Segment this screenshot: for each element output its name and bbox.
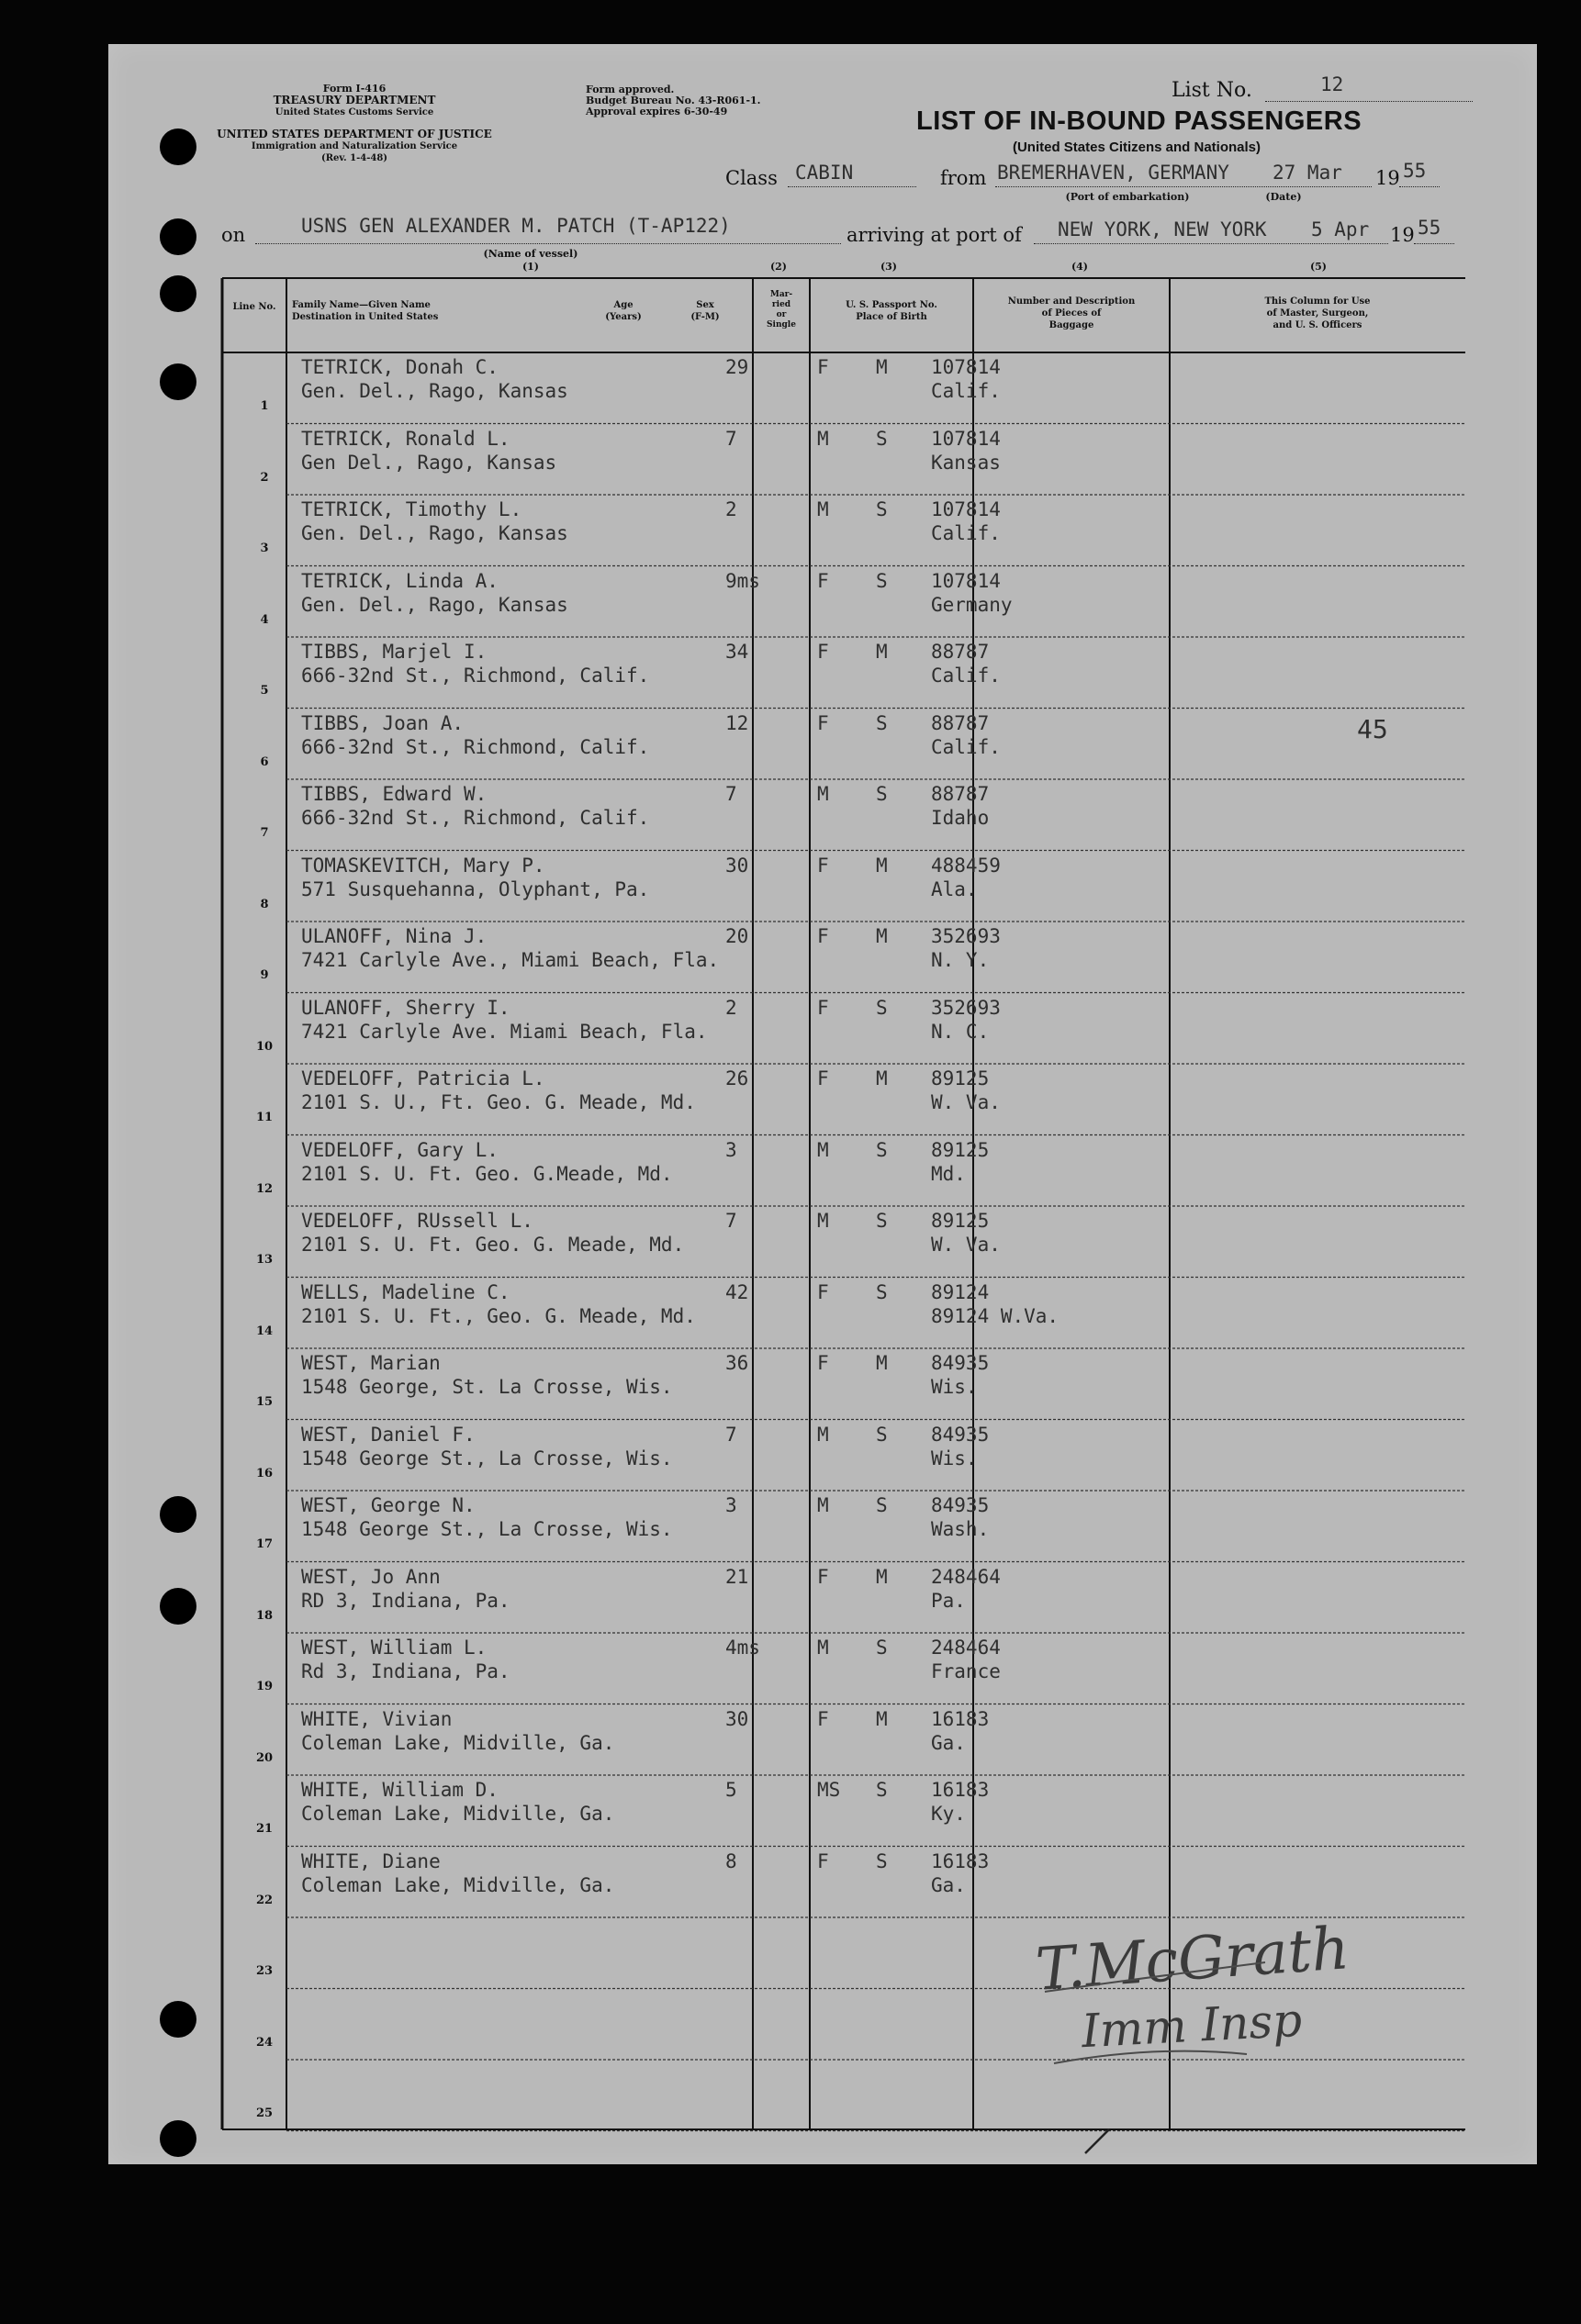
passport-number: 16183 bbox=[931, 1707, 990, 1730]
passenger-name: WHITE, William D. bbox=[301, 1779, 499, 1801]
col-header-baggage: Number and Description of Pieces of Baggage bbox=[1007, 296, 1136, 330]
table-row bbox=[222, 709, 1465, 780]
table-row bbox=[222, 1420, 1465, 1492]
passenger-sex: F bbox=[817, 1849, 829, 1872]
passport-number: 89125 bbox=[931, 1210, 990, 1232]
place-of-birth: Calif. bbox=[931, 380, 1001, 402]
passenger-sex: M bbox=[817, 498, 829, 520]
passenger-marital-status: S bbox=[876, 1779, 888, 1801]
passport-number: 88787 bbox=[931, 641, 990, 663]
passenger-sex: F bbox=[817, 996, 829, 1019]
row-line-number: 25 bbox=[255, 2106, 274, 2120]
passenger-sex: F bbox=[817, 925, 829, 947]
passenger-sex: F bbox=[817, 356, 829, 378]
passport-number: 352693 bbox=[931, 996, 1001, 1019]
passenger-name: WEST, Daniel F. bbox=[301, 1423, 476, 1446]
check-mark bbox=[1082, 2122, 1118, 2159]
row-line-number: 5 bbox=[260, 684, 269, 698]
passenger-sex: F bbox=[817, 854, 829, 877]
passenger-marital-status: S bbox=[876, 1637, 888, 1659]
table-row bbox=[222, 851, 1465, 922]
passenger-destination: 2101 S. U. Ft., Geo. G. Meade, Md. bbox=[301, 1304, 696, 1327]
row-line-number: 6 bbox=[260, 754, 269, 769]
place-of-birth: Wash. bbox=[931, 1518, 990, 1540]
col-header-name: Family Name—Given Name Destination in United States bbox=[292, 300, 439, 322]
table-row bbox=[222, 566, 1465, 638]
place-of-birth: Calif. bbox=[931, 665, 1001, 687]
passenger-sex: F bbox=[817, 1707, 829, 1730]
passenger-destination: RD 3, Indiana, Pa. bbox=[301, 1589, 510, 1612]
row-line-number: 13 bbox=[255, 1253, 274, 1267]
table-row bbox=[222, 922, 1465, 993]
port-caption: (Port of embarkation) bbox=[1065, 191, 1190, 203]
passenger-name: WELLS, Madeline C. bbox=[301, 1280, 510, 1303]
passport-number: 107814 bbox=[931, 356, 1001, 378]
port-of-embarkation: BREMERHAVEN, GERMANY bbox=[997, 162, 1229, 184]
table-row bbox=[222, 424, 1465, 496]
passenger-age: 21 bbox=[725, 1565, 749, 1588]
passport-number: 248464 bbox=[931, 1565, 1001, 1588]
class-label: Class bbox=[725, 167, 778, 189]
row-line-number: 15 bbox=[255, 1395, 274, 1409]
row-line-number: 11 bbox=[255, 1111, 274, 1124]
embarkation-year: 55 bbox=[1403, 160, 1427, 182]
place-of-birth: Wis. bbox=[931, 1376, 978, 1398]
passenger-name: VEDELOFF, RUssell L. bbox=[301, 1210, 533, 1232]
table-row bbox=[222, 1847, 1465, 1918]
passenger-name: ULANOFF, Nina J. bbox=[301, 925, 488, 947]
row-line-number: 4 bbox=[260, 612, 269, 627]
passenger-sex: M bbox=[817, 427, 829, 450]
row-line-number: 8 bbox=[260, 897, 269, 911]
passenger-name: TIBBS, Edward W. bbox=[301, 783, 488, 805]
passenger-destination: 666-32nd St., Richmond, Calif. bbox=[301, 807, 650, 829]
passenger-sex: F bbox=[817, 1352, 829, 1374]
passenger-age: 7 bbox=[725, 783, 737, 805]
passenger-marital-status: S bbox=[876, 711, 888, 734]
passenger-marital-status: M bbox=[876, 1352, 888, 1374]
col-num-5: (5) bbox=[1309, 261, 1328, 273]
passenger-marital-status: M bbox=[876, 925, 888, 947]
punch-hole-2 bbox=[160, 218, 196, 255]
table-row bbox=[222, 1775, 1465, 1847]
passenger-marital-status: S bbox=[876, 1494, 888, 1516]
place-of-birth: Md. bbox=[931, 1162, 966, 1185]
passenger-name: TETRICK, Ronald L. bbox=[301, 427, 510, 450]
passenger-age: 8 bbox=[725, 1849, 737, 1872]
row-line-number: 2 bbox=[260, 470, 269, 485]
passenger-marital-status: S bbox=[876, 783, 888, 805]
table-row bbox=[222, 637, 1465, 709]
customs-service: United States Customs Service bbox=[275, 107, 434, 117]
table-row bbox=[222, 1704, 1465, 1776]
punch-hole-8 bbox=[160, 2120, 196, 2157]
inspector-signature: T.McGrath bbox=[1033, 1915, 1351, 2005]
passenger-name: TETRICK, Donah C. bbox=[301, 356, 499, 378]
passenger-name: TIBBS, Marjel I. bbox=[301, 641, 488, 663]
officer-mark: 45 bbox=[1357, 714, 1388, 744]
passenger-marital-status: M bbox=[876, 1707, 888, 1730]
place-of-birth: Kansas bbox=[931, 451, 1001, 474]
place-of-birth: Ky. bbox=[931, 1803, 966, 1825]
passport-number: 248464 bbox=[931, 1637, 1001, 1659]
passenger-age: 7 bbox=[725, 427, 737, 450]
year-prefix-1: 19 bbox=[1375, 167, 1400, 189]
table-row bbox=[222, 1633, 1465, 1704]
passenger-marital-status: S bbox=[876, 569, 888, 592]
passenger-sex: F bbox=[817, 1565, 829, 1588]
list-no-value: 12 bbox=[1320, 73, 1344, 95]
passenger-marital-status: M bbox=[876, 1565, 888, 1588]
on-label: on bbox=[221, 224, 246, 246]
passenger-age: 30 bbox=[725, 854, 749, 877]
place-of-birth: Ala. bbox=[931, 877, 978, 900]
immigration-service: Immigration and Naturalization Service bbox=[251, 141, 458, 151]
passenger-destination: 2101 S. U. Ft. Geo. G.Meade, Md. bbox=[301, 1162, 673, 1185]
row-line-number: 14 bbox=[255, 1324, 274, 1338]
budget-bureau: Budget Bureau No. 43-R061-1. bbox=[586, 95, 761, 106]
approval-expires: Approval expires 6-30-49 bbox=[586, 106, 728, 117]
form-number: Form I-416 bbox=[322, 83, 387, 95]
passenger-sex: F bbox=[817, 569, 829, 592]
passenger-age: 2 bbox=[725, 996, 737, 1019]
passenger-destination: 571 Susquehanna, Olyphant, Pa. bbox=[301, 877, 650, 900]
place-of-birth: Ga. bbox=[931, 1873, 966, 1896]
vessel-name: USNS GEN ALEXANDER M. PATCH (T-AP122) bbox=[301, 215, 731, 237]
table-row bbox=[222, 495, 1465, 566]
table-row bbox=[222, 993, 1465, 1065]
row-line-number: 10 bbox=[255, 1039, 274, 1054]
place-of-birth: Pa. bbox=[931, 1589, 966, 1612]
place-of-birth: Idaho bbox=[931, 807, 990, 829]
passenger-marital-status: M bbox=[876, 854, 888, 877]
col-header-married: Mar- ried or Single bbox=[767, 290, 796, 330]
passport-number: 89125 bbox=[931, 1067, 990, 1089]
col-header-officers: This Column for Use of Master, Surgeon, and U. S. Officers bbox=[1264, 296, 1371, 330]
passenger-marital-status: S bbox=[876, 1423, 888, 1446]
passenger-marital-status: S bbox=[876, 1849, 888, 1872]
passenger-sex: MS bbox=[817, 1779, 841, 1801]
place-of-birth: N. Y. bbox=[931, 949, 990, 971]
passenger-age: 20 bbox=[725, 925, 749, 947]
col-header-line-no: Line No. bbox=[232, 302, 276, 312]
page-title: LIST OF IN-BOUND PASSENGERS bbox=[916, 106, 1362, 136]
passenger-sex: M bbox=[817, 1423, 829, 1446]
vessel-caption: (Name of vessel) bbox=[483, 248, 578, 260]
passenger-destination: Gen. Del., Rago, Kansas bbox=[301, 380, 568, 402]
row-line-number: 17 bbox=[255, 1537, 274, 1551]
passenger-age: 5 bbox=[725, 1779, 737, 1801]
passenger-destination: Gen. Del., Rago, Kansas bbox=[301, 522, 568, 544]
passport-number: 89124 bbox=[931, 1280, 990, 1303]
passenger-name: TIBBS, Joan A. bbox=[301, 711, 465, 734]
passport-number: 88787 bbox=[931, 783, 990, 805]
passenger-sex: M bbox=[817, 1210, 829, 1232]
passenger-marital-status: S bbox=[876, 1210, 888, 1232]
passenger-age: 9ms bbox=[725, 569, 760, 592]
place-of-birth: 89124 W.Va. bbox=[931, 1304, 1060, 1327]
passport-number: 16183 bbox=[931, 1849, 990, 1872]
col-header-age: Age (Years) bbox=[605, 300, 642, 322]
passenger-marital-status: S bbox=[876, 427, 888, 450]
place-of-birth: W. Va. bbox=[931, 1234, 1001, 1256]
table-row bbox=[222, 352, 1465, 424]
passenger-marital-status: S bbox=[876, 1138, 888, 1161]
col-num-4: (4) bbox=[1071, 261, 1089, 273]
punch-hole-4 bbox=[160, 363, 196, 400]
passenger-destination: 1548 George St., La Crosse, Wis. bbox=[301, 1447, 673, 1469]
passenger-age: 12 bbox=[725, 711, 749, 734]
passenger-marital-status: M bbox=[876, 356, 888, 378]
passenger-name: TETRICK, Timothy L. bbox=[301, 498, 522, 520]
passenger-age: 29 bbox=[725, 356, 749, 378]
arrival-port: NEW YORK, NEW YORK bbox=[1058, 218, 1267, 240]
page-subtitle: (United States Citizens and Nationals) bbox=[1012, 140, 1261, 155]
passport-number: 16183 bbox=[931, 1779, 990, 1801]
passenger-sex: M bbox=[817, 1494, 829, 1516]
passenger-age: 3 bbox=[725, 1138, 737, 1161]
row-line-number: 22 bbox=[255, 1893, 274, 1907]
passenger-destination: 666-32nd St., Richmond, Calif. bbox=[301, 735, 650, 758]
passenger-name: WHITE, Diane bbox=[301, 1849, 441, 1872]
passenger-age: 4ms bbox=[725, 1637, 760, 1659]
passenger-destination: 7421 Carlyle Ave. Miami Beach, Fla. bbox=[301, 1020, 708, 1043]
passenger-marital-status: S bbox=[876, 498, 888, 520]
passenger-sex: M bbox=[817, 1138, 829, 1161]
passenger-sex: F bbox=[817, 1280, 829, 1303]
passenger-age: 36 bbox=[725, 1352, 749, 1374]
passenger-sex: F bbox=[817, 711, 829, 734]
passenger-destination: 2101 S. U., Ft. Geo. G. Meade, Md. bbox=[301, 1091, 696, 1113]
passenger-age: 26 bbox=[725, 1067, 749, 1089]
place-of-birth: Wis. bbox=[931, 1447, 978, 1469]
passenger-destination: 1548 George St., La Crosse, Wis. bbox=[301, 1518, 673, 1540]
passenger-destination: Coleman Lake, Midville, Ga. bbox=[301, 1873, 615, 1896]
place-of-birth: N. C. bbox=[931, 1020, 990, 1043]
row-line-number: 18 bbox=[255, 1608, 274, 1623]
passenger-marital-status: M bbox=[876, 1067, 888, 1089]
row-line-number: 20 bbox=[255, 1750, 274, 1765]
passenger-destination: 1548 George, St. La Crosse, Wis. bbox=[301, 1376, 673, 1398]
passenger-age: 7 bbox=[725, 1423, 737, 1446]
table-row bbox=[222, 779, 1465, 851]
signature-strokes bbox=[1026, 1926, 1302, 2082]
col-header-sex: Sex (F-M) bbox=[690, 300, 720, 322]
row-line-number: 7 bbox=[260, 826, 269, 840]
col-header-passport: U. S. Passport No. Place of Birth bbox=[846, 300, 937, 322]
passport-number: 107814 bbox=[931, 498, 1001, 520]
passenger-sex: M bbox=[817, 783, 829, 805]
table-row bbox=[222, 1206, 1465, 1278]
passport-number: 88787 bbox=[931, 711, 990, 734]
table-row bbox=[222, 1491, 1465, 1562]
table-row bbox=[222, 1348, 1465, 1420]
passenger-name: VEDELOFF, Patricia L. bbox=[301, 1067, 545, 1089]
passenger-destination: Gen. Del., Rago, Kansas bbox=[301, 593, 568, 616]
passenger-destination: Coleman Lake, Midville, Ga. bbox=[301, 1731, 615, 1754]
row-line-number: 3 bbox=[260, 542, 269, 555]
passenger-name: VEDELOFF, Gary L. bbox=[301, 1138, 499, 1161]
year-prefix-2: 19 bbox=[1390, 224, 1415, 246]
punch-hole-3 bbox=[160, 275, 196, 312]
passenger-name: WEST, George N. bbox=[301, 1494, 476, 1516]
row-line-number: 9 bbox=[260, 968, 269, 982]
passenger-name: TETRICK, Linda A. bbox=[301, 569, 499, 592]
row-line-number: 23 bbox=[255, 1964, 274, 1978]
arrival-year: 55 bbox=[1418, 217, 1441, 239]
revision-date: (Rev. 1-4-48) bbox=[320, 153, 388, 163]
arriving-label: arriving at port of bbox=[847, 224, 1022, 246]
row-line-number: 12 bbox=[255, 1181, 274, 1196]
passenger-destination: Gen Del., Rago, Kansas bbox=[301, 451, 557, 474]
embarkation-date: 27 Mar bbox=[1273, 162, 1342, 184]
passenger-destination: Rd 3, Indiana, Pa. bbox=[301, 1660, 510, 1682]
passport-number: 107814 bbox=[931, 569, 1001, 592]
passenger-name: ULANOFF, Sherry I. bbox=[301, 996, 510, 1019]
passenger-age: 42 bbox=[725, 1280, 749, 1303]
place-of-birth: France bbox=[931, 1660, 1001, 1682]
col-num-2: (2) bbox=[769, 261, 788, 273]
table-row bbox=[222, 1064, 1465, 1135]
passenger-sex: F bbox=[817, 641, 829, 663]
place-of-birth: Calif. bbox=[931, 735, 1001, 758]
row-line-number: 19 bbox=[255, 1680, 274, 1693]
from-label: from bbox=[940, 167, 987, 189]
inspector-title-signature: Imm Insp bbox=[1080, 1993, 1304, 2059]
passport-number: 89125 bbox=[931, 1138, 990, 1161]
passport-number: 488459 bbox=[931, 854, 1001, 877]
passenger-sex: F bbox=[817, 1067, 829, 1089]
passenger-name: TOMASKEVITCH, Mary P. bbox=[301, 854, 545, 877]
passenger-destination: 7421 Carlyle Ave., Miami Beach, Fla. bbox=[301, 949, 720, 971]
date-caption: (Date) bbox=[1265, 191, 1302, 203]
passenger-sex: M bbox=[817, 1637, 829, 1659]
row-line-number: 16 bbox=[255, 1466, 274, 1480]
passenger-name: WEST, William L. bbox=[301, 1637, 488, 1659]
place-of-birth: Ga. bbox=[931, 1731, 966, 1754]
punch-hole-5 bbox=[160, 1496, 196, 1533]
form-approved: Form approved. bbox=[586, 84, 675, 95]
row-line-number: 21 bbox=[255, 1822, 274, 1836]
passenger-destination: 666-32nd St., Richmond, Calif. bbox=[301, 665, 650, 687]
passport-number: 352693 bbox=[931, 925, 1001, 947]
place-of-birth: Germany bbox=[931, 593, 1013, 616]
passport-number: 84935 bbox=[931, 1423, 990, 1446]
passenger-destination: 2101 S. U. Ft. Geo. G. Meade, Md. bbox=[301, 1234, 685, 1256]
treasury-dept: TREASURY DEPARTMENT bbox=[273, 94, 436, 106]
passenger-age: 2 bbox=[725, 498, 737, 520]
document-page bbox=[108, 44, 1537, 2164]
passenger-name: WEST, Jo Ann bbox=[301, 1565, 441, 1588]
row-line-number: 24 bbox=[255, 2035, 274, 2050]
place-of-birth: Calif. bbox=[931, 522, 1001, 544]
arrival-date: 5 Apr bbox=[1311, 218, 1370, 240]
punch-hole-1 bbox=[160, 128, 196, 165]
passenger-age: 7 bbox=[725, 1210, 737, 1232]
passenger-marital-status: S bbox=[876, 1280, 888, 1303]
class-value: CABIN bbox=[795, 162, 854, 184]
col-num-1-top: (1) bbox=[521, 261, 540, 273]
passport-number: 107814 bbox=[931, 427, 1001, 450]
passenger-marital-status: S bbox=[876, 996, 888, 1019]
passenger-name: WHITE, Vivian bbox=[301, 1707, 453, 1730]
punch-hole-7 bbox=[160, 2001, 196, 2038]
passenger-age: 30 bbox=[725, 1707, 749, 1730]
table-row bbox=[222, 1135, 1465, 1207]
passenger-name: WEST, Marian bbox=[301, 1352, 441, 1374]
punch-hole-6 bbox=[160, 1588, 196, 1625]
table-row bbox=[222, 1562, 1465, 1634]
table-row bbox=[222, 1278, 1465, 1349]
passport-number: 84935 bbox=[931, 1494, 990, 1516]
place-of-birth: W. Va. bbox=[931, 1091, 1001, 1113]
passenger-age: 34 bbox=[725, 641, 749, 663]
list-no-label: List No. bbox=[1172, 79, 1252, 102]
passenger-age: 3 bbox=[725, 1494, 737, 1516]
passenger-marital-status: M bbox=[876, 641, 888, 663]
row-line-number: 1 bbox=[260, 399, 269, 413]
passport-number: 84935 bbox=[931, 1352, 990, 1374]
col-num-3: (3) bbox=[880, 261, 898, 273]
justice-dept: UNITED STATES DEPARTMENT OF JUSTICE bbox=[217, 128, 492, 140]
passenger-destination: Coleman Lake, Midville, Ga. bbox=[301, 1803, 615, 1825]
